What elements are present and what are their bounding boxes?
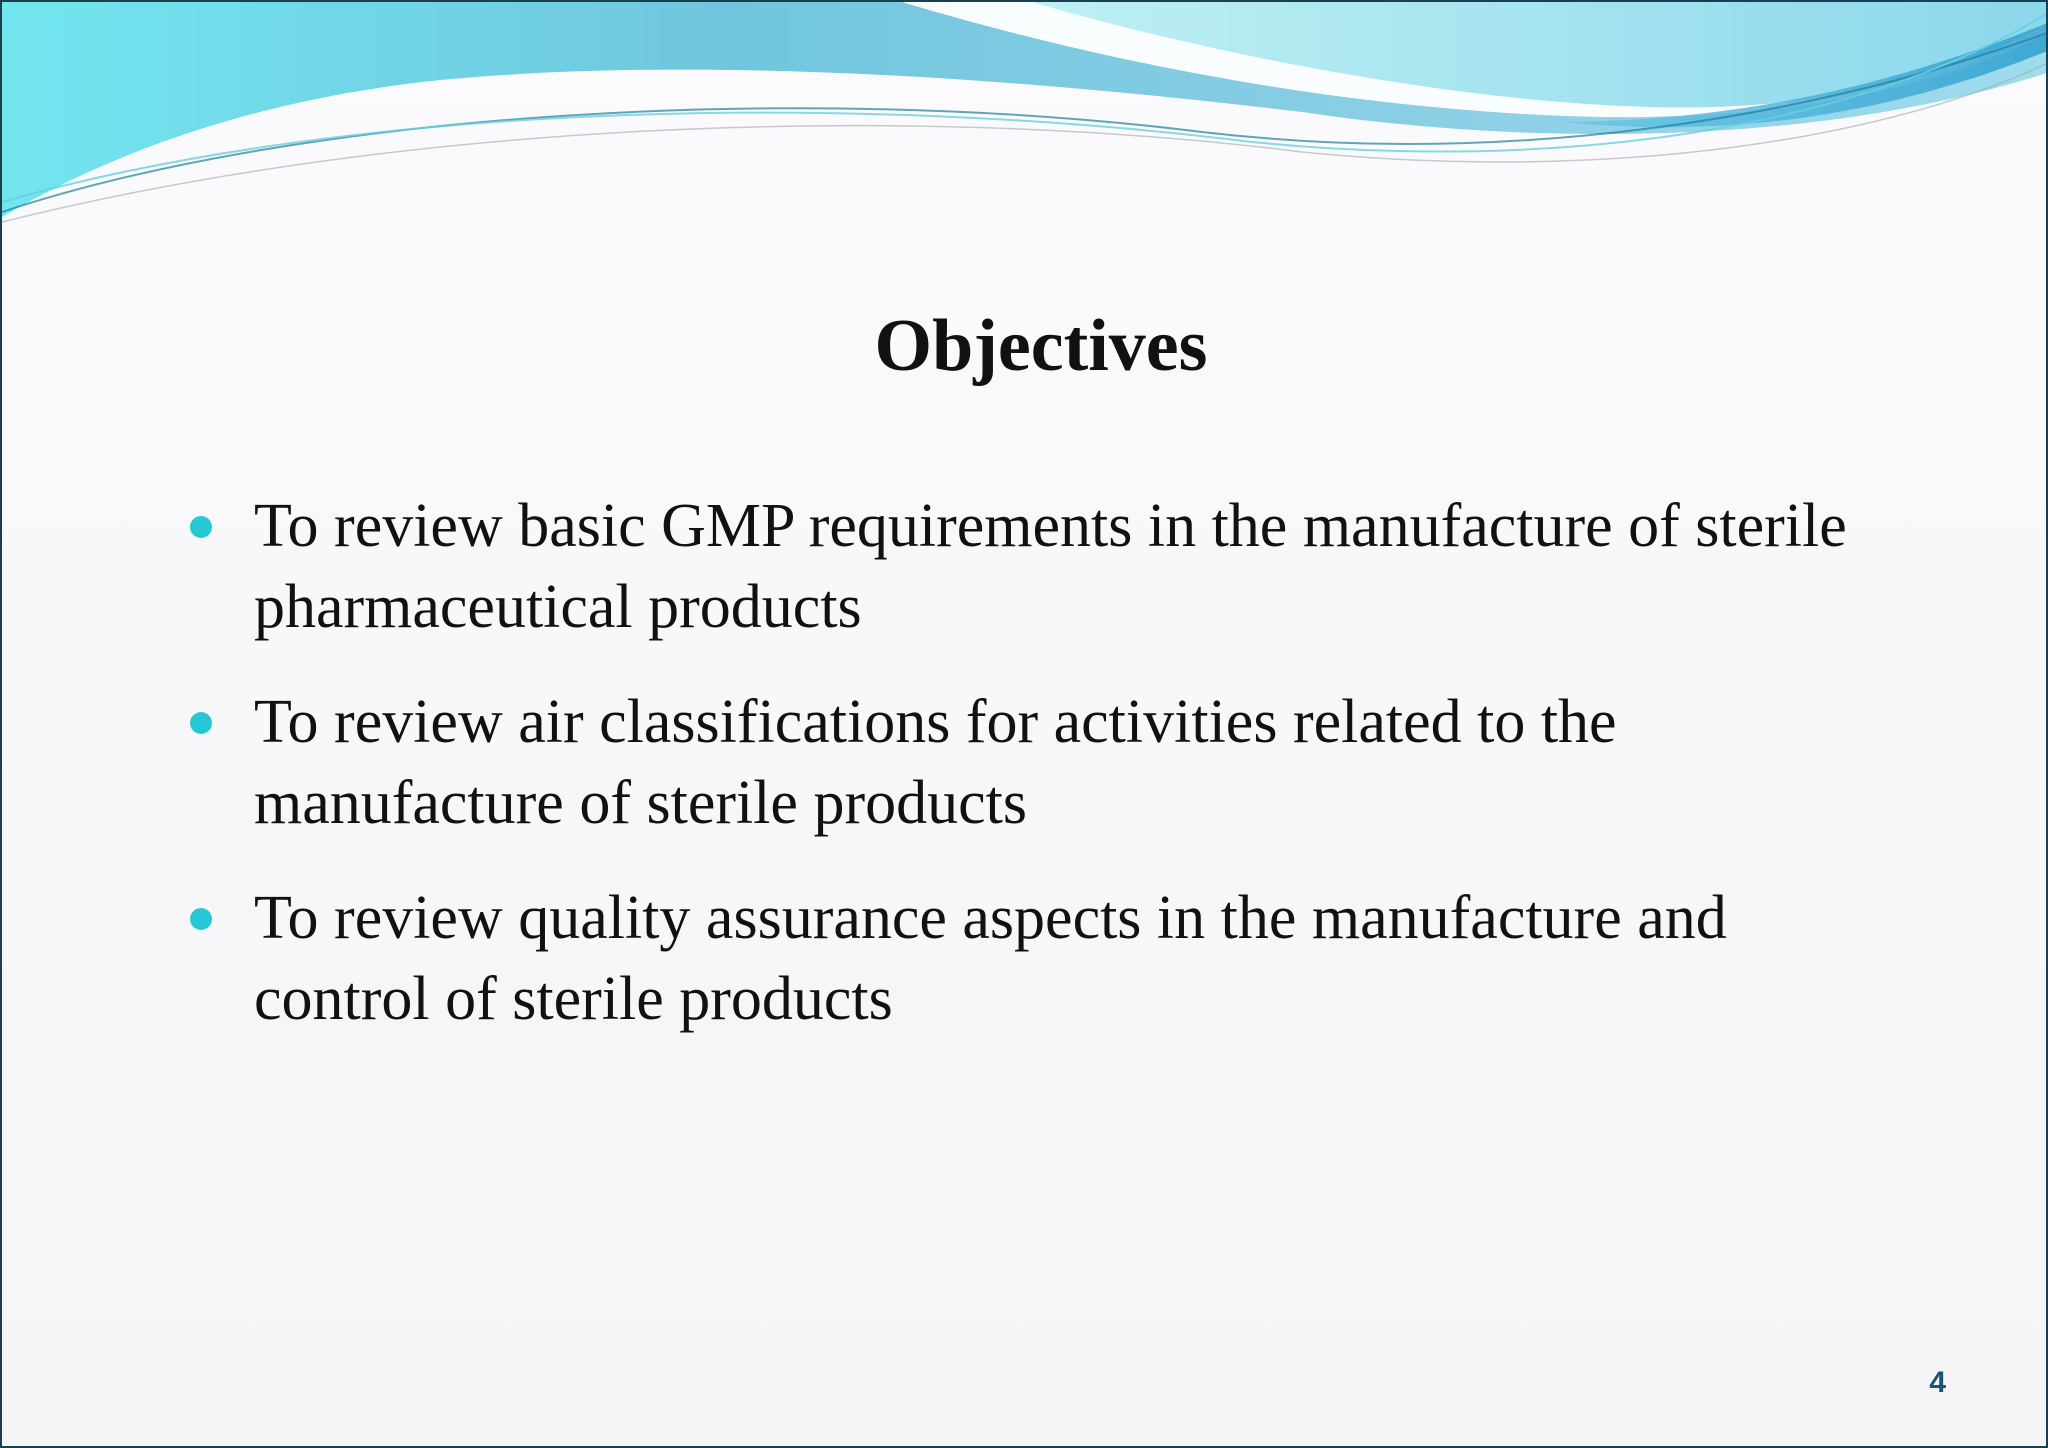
bullet-text: To review air classifications for activities related to the manufacture of sterile products: [254, 688, 1617, 837]
bullet-dot-icon: [190, 516, 212, 538]
slide-title: Objectives: [874, 305, 1208, 387]
bullet-text: To review quality assurance aspects in the manufacture and control of sterile products: [254, 884, 1727, 1033]
page-number: 4: [1929, 1366, 1946, 1399]
objectives-list: [188, 486, 1908, 1074]
list-item: [188, 486, 1908, 648]
bullet-text: To review basic GMP requirements in the manufacture of sterile pharmaceutical products: [254, 492, 1847, 641]
header-wave-decoration: [2, 2, 2048, 232]
bullet-dot-icon: [190, 908, 212, 930]
list-item: [188, 682, 1908, 844]
list-item: [188, 878, 1908, 1040]
bullet-dot-icon: [190, 712, 212, 734]
